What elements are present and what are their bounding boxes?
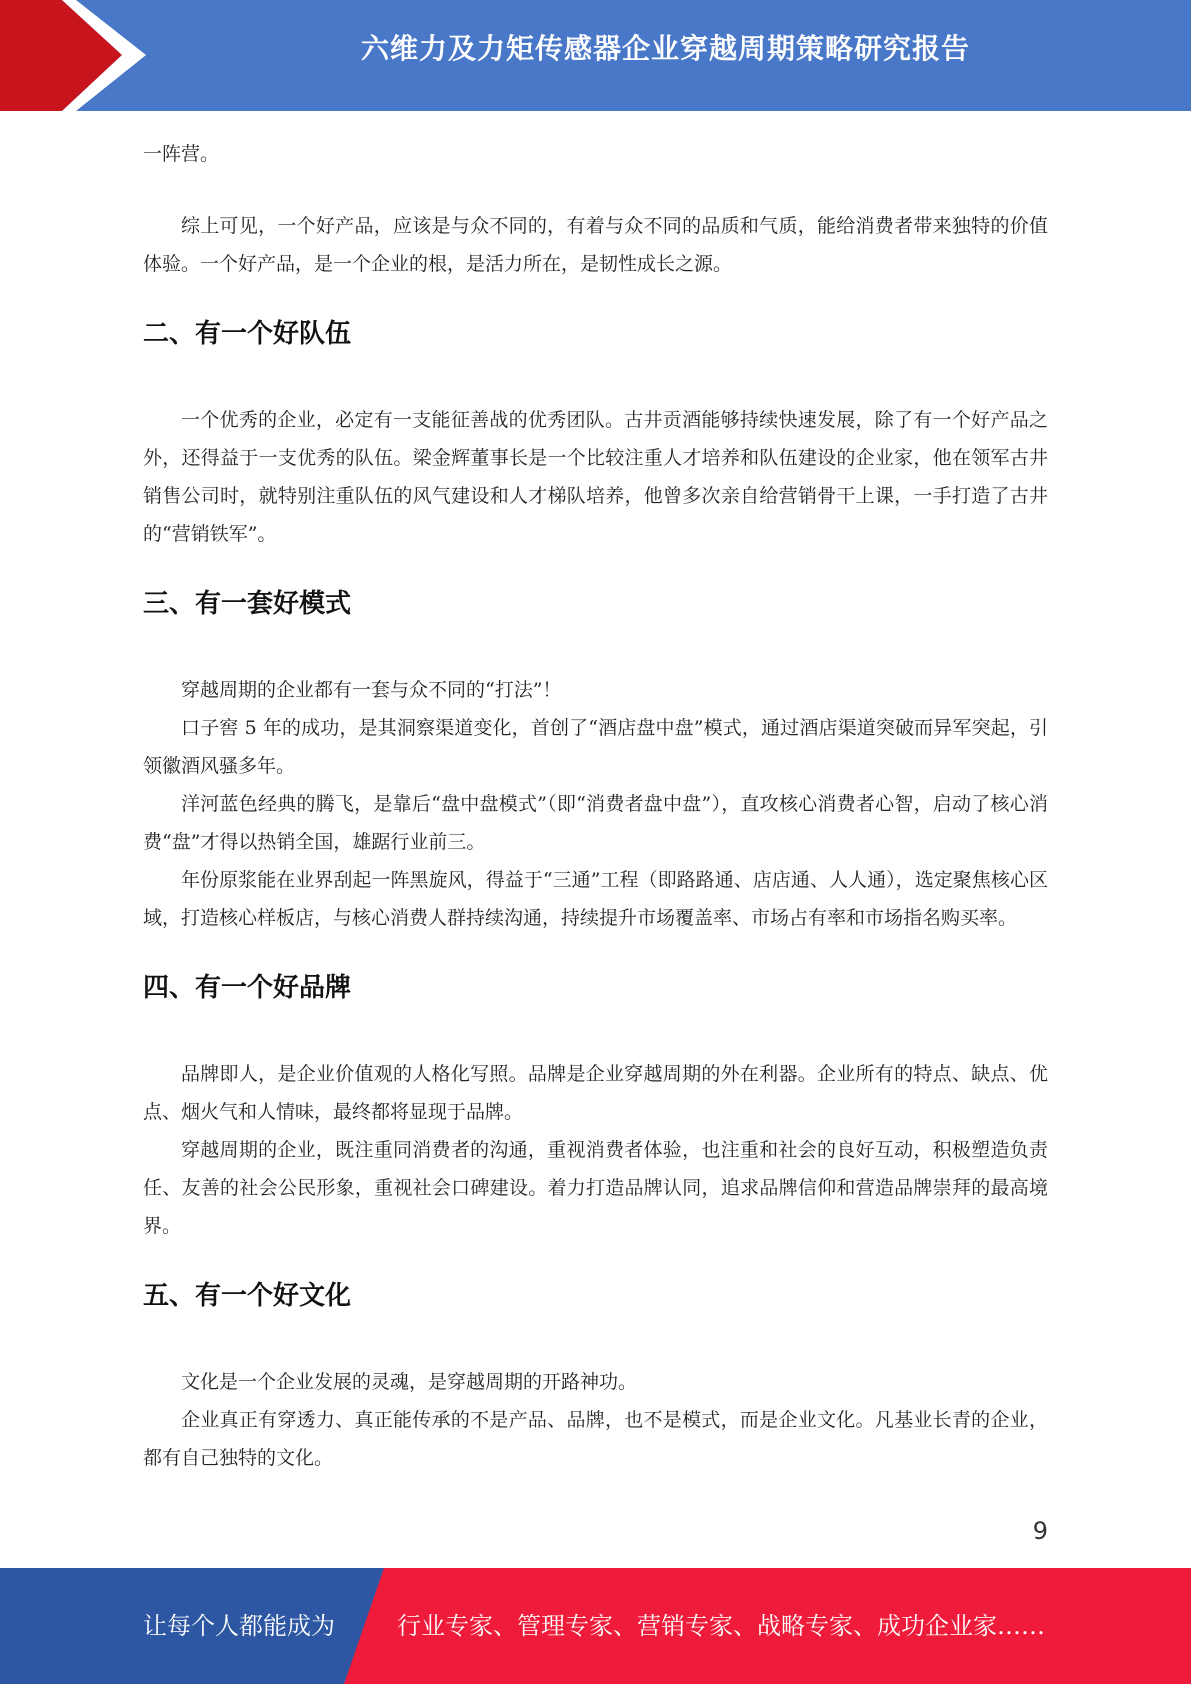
footer-slogan-left: 让每个人都能成为 (143, 1612, 335, 1640)
section-heading-model: 三、有一套好模式 (143, 589, 352, 619)
paragraph: 穿越周期的企业，既注重同消费者的沟通，重视消费者体验，也注重和社会的良好互动，积极塑造负责任、友善的社会公民形象，重视社会口碑建设。着力打造品牌认同，追求品牌信仰和营造品牌崇拜的最高境界。 (143, 1139, 1048, 1237)
section-heading-culture: 五、有一个好文化 (143, 1281, 352, 1311)
paragraph: 品牌即人，是企业价值观的人格化写照。品牌是企业穿越周期的外在利器。企业所有的特点、缺点、优点、烟火气和人情味，最终都将显现于品牌。 (143, 1063, 1048, 1123)
footer-slogan-right: 行业专家、管理专家、营销专家、战略专家、成功企业家…… (397, 1612, 1045, 1640)
report-title: 六维力及力矩传感器企业穿越周期策略研究报告 (360, 32, 970, 65)
paragraph-summary: 综上可见，一个好产品，应该是与众不同的，有着与众不同的品质和气质，能给消费者带来独特的价值体验。一个好产品，是一个企业的根，是活力所在，是韧性成长之源。 (143, 215, 1048, 275)
paragraph: 口子窖 5 年的成功，是其洞察渠道变化，首创了“酒店盘中盘”模式，通过酒店渠道突破而异军突起，引领徽酒风骚多年。 (143, 717, 1048, 777)
paragraph: 企业真正有穿透力、真正能传承的不是产品、品牌，也不是模式，而是企业文化。凡基业长青的企业，都有自己独特的文化。 (143, 1409, 1048, 1469)
paragraph: 年份原浆能在业界刮起一阵黑旋风，得益于“三通”工程（即路路通、店店通、人人通），选定聚焦核心区域，打造核心样板店，与核心消费人群持续沟通，持续提升市场覆盖率、市场占有率和市场指名购买率。 (143, 869, 1048, 929)
page-number: 9 (1032, 1517, 1048, 1545)
paragraph: 一个优秀的企业，必定有一支能征善战的优秀团队。古井贡酒能够持续快速发展，除了有一个好产品之外，还得益于一支优秀的队伍。梁金辉董事长是一个比较注重人才培养和队伍建设的企业家，他在领军古井销售公司时，就特别注重队伍的风气建设和人才梯队培养，他曾多次亲自给营销骨干上课，一手打造了古井的“营销铁军”。 (143, 409, 1048, 545)
paragraph: 洋河蓝色经典的腾飞，是靠后“盘中盘模式”（即“消费者盘中盘”），直攻核心消费者心智，启动了核心消费“盘”才得以热销全国，雄踞行业前三。 (143, 793, 1048, 853)
page-footer (0, 1568, 1191, 1684)
paragraph: 穿越周期的企业都有一套与众不同的“打法”！ (181, 679, 562, 701)
header-red-arrow (0, 0, 122, 111)
paragraph-intro-tail: 一阵营。 (143, 143, 220, 165)
section-heading-brand: 四、有一个好品牌 (143, 973, 352, 1003)
paragraph: 文化是一个企业发展的灵魂，是穿越周期的开路神功。 (181, 1371, 638, 1393)
page-header (0, 0, 1191, 111)
document-body (143, 135, 1048, 1477)
section-heading-team: 二、有一个好队伍 (143, 319, 352, 349)
